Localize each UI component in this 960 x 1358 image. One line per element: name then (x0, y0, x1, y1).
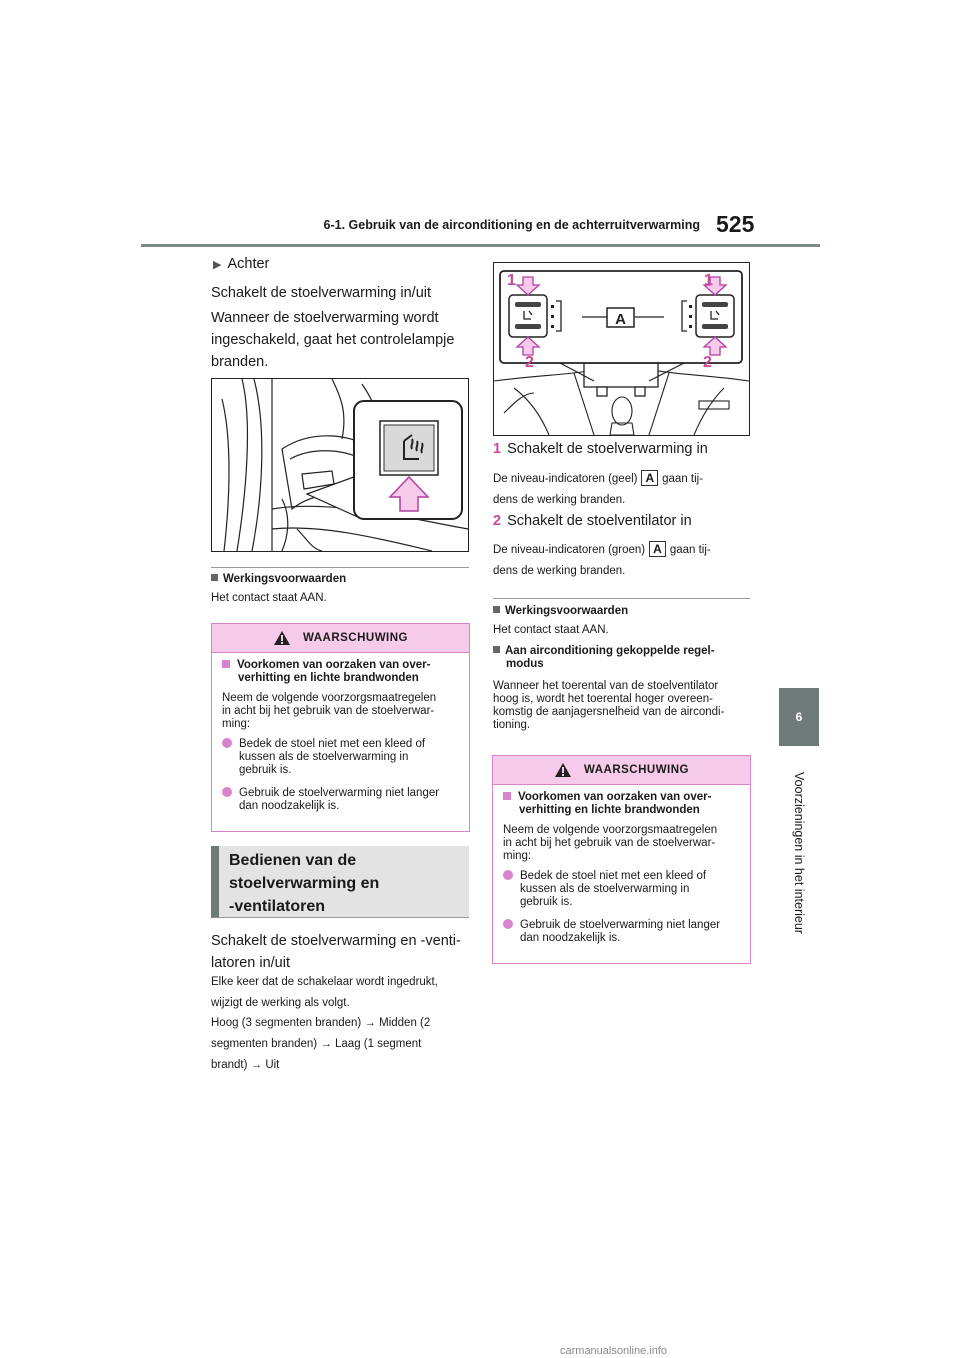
door-illustration (212, 379, 468, 551)
warning-heading: Voorkomen van oorzaken van over- verhitting en lichte brandwonden (222, 659, 459, 685)
warning-icon (273, 630, 291, 646)
warning-intro: Neem de volgende voorzorgsmaatregelen in acht bij het gebruik van de stoelverwar- ming: (222, 692, 437, 730)
chapter-title: Voorzieningen in het interieur (792, 772, 806, 934)
square-bullet-icon (211, 574, 218, 581)
conditions-title: Werkingsvoorwaarden (211, 570, 346, 588)
warning-bullet: Bedek de stoel niet met een kleed of kussen als de stoelverwarming in gebruik is. (503, 870, 740, 909)
pink-dot-icon (222, 738, 232, 748)
section-title: 6-1. Gebruik van de airconditioning en de achterruitverwarming (323, 218, 700, 232)
indicator-a-label: A (649, 541, 666, 557)
conditions-text: Het contact staat AAN. (493, 624, 609, 636)
warning-heading: Voorkomen van oorzaken van over- verhitting en lichte brandwonden (503, 791, 740, 817)
indicator-a-label: A (641, 470, 658, 486)
square-bullet-icon (493, 606, 500, 613)
page-number: 525 (716, 211, 755, 237)
pink-dot-icon (222, 787, 232, 797)
svg-text:1: 1 (507, 272, 516, 289)
pink-dot-icon (503, 870, 513, 880)
warning-icon (554, 762, 572, 778)
svg-text:2: 2 (525, 354, 534, 371)
switch-paragraph: Elke keer dat de schakelaar wordt ingedrukt, wijzigt de werking als volgt. (211, 976, 438, 1009)
square-bullet-icon (493, 646, 500, 653)
svg-text:2: 2 (703, 354, 712, 371)
item-2: 2 Schakelt de stoelventilator in (493, 513, 692, 529)
warning-header: WAARSCHUWING (212, 624, 469, 653)
pink-square-icon (222, 660, 230, 668)
divider (211, 567, 469, 568)
header-rule (141, 244, 820, 247)
divider (493, 598, 750, 599)
item-2-note: De niveau-indicatoren (groen) A gaan tij- dens de werking branden. (493, 542, 711, 577)
svg-text:1: 1 (704, 272, 713, 289)
item-1: 1 Schakelt de stoelverwarming in (493, 441, 708, 457)
warning-header: WAARSCHUWING (493, 756, 750, 785)
warning-bullet: Gebruik de stoelverwarming niet langer dan noodzakelijk is. (503, 919, 740, 945)
warning-bullet: Bedek de stoel niet met een kleed of kussen als de stoelverwarming in gebruik is. (222, 738, 459, 777)
pink-dot-icon (503, 919, 513, 929)
warning-box-right (492, 755, 751, 964)
ac-mode-text: Wanneer het toerental van de stoelventilator hoog is, wordt het toerental hoger overeen- komstig de aanjagersnelheid van de aircondi- tioning. (493, 680, 725, 731)
rear-description: Schakelt de stoelverwarming in/uit (211, 285, 432, 301)
rear-label: ▶ Achter (213, 256, 270, 272)
pink-square-icon (503, 792, 511, 800)
watermark: carmanualsonline.info (560, 1345, 668, 1357)
ac-mode-title: Aan airconditioning gekoppelde regel- modus (493, 645, 756, 671)
svg-text:A: A (615, 311, 626, 328)
operation-paragraph: Schakelt de stoelverwarming en -venti- latoren in/uit (211, 933, 461, 971)
warning-bullet: Gebruik de stoelverwarming niet langer dan noodzakelijk is. (222, 787, 459, 813)
conditions-text: Het contact staat AAN. (211, 592, 327, 604)
front-seat-switch-figure (493, 262, 750, 436)
indicator-paragraph: Wanneer de stoelverwarming wordt ingeschakeld, gaat het controlelampje branden. (211, 310, 455, 370)
conditions-title: Werkingsvoorwaarden (493, 602, 628, 620)
rear-seat-switch-figure (211, 378, 469, 552)
item-1-note: De niveau-indicatoren (geel) A gaan tij- dens de werking branden. (493, 471, 704, 506)
console-illustration (494, 263, 749, 435)
warning-box-left (211, 623, 470, 832)
section-heading: Bedienen van de stoelverwarming en -ventilatoren (211, 846, 469, 918)
triangle-bullet-icon: ▶ (213, 259, 222, 271)
chapter-tab[interactable]: 6 (779, 688, 819, 746)
sequence-paragraph: Hoog (3 segmenten branden) → Midden (2 segmenten branden) → Laag (1 segment brandt) → Uit (211, 1017, 431, 1071)
warning-intro: Neem de volgende voorzorgsmaatregelen in acht bij het gebruik van de stoelverwar- ming: (503, 824, 718, 862)
